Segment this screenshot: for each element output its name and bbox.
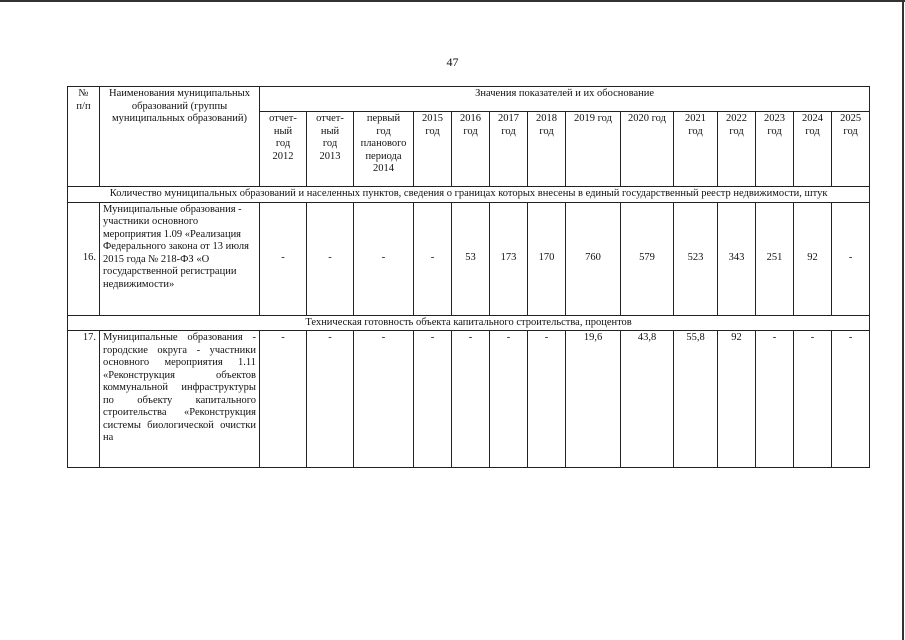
page-frame-top-border [0,0,905,2]
row-value: - [414,202,452,315]
row-value: 92 [794,202,832,315]
row-value: 579 [621,202,674,315]
table-row [68,202,870,315]
row-value: 43,8 [621,331,674,468]
row-value: - [528,331,566,468]
row-value: - [260,202,307,315]
row-value: 251 [756,202,794,315]
row-value: 170 [528,202,566,315]
row-value: - [832,202,870,315]
header-year-label: 2016 год [460,113,481,137]
header-name-label: Наименования муниципальных образований (группы муниципальных образований) [109,88,250,124]
row-number: 16. [68,202,100,315]
row-name: Муниципальные образования - городские округа - участники основного мероприятия 1.11 «Реконструкция объектов коммунальной инфраструктуры по объекту капитального строительства «Реконструкция системы биологической очистки на [100,331,260,468]
page-number: 47 [446,55,459,69]
header-num-col [68,87,100,187]
header-name-col [100,87,260,187]
row-value: - [756,331,794,468]
row-number: 17. [68,331,100,468]
header-year-cell [354,112,414,187]
indicators-table [67,86,870,468]
header-year-label: 2017 год [498,113,519,137]
header-year-label: 2022 год [726,113,747,137]
header-values-title-label: Значения показателей и их обоснование [475,88,655,99]
header-year-cell [621,112,674,187]
row-value: - [260,331,307,468]
row-value: - [354,331,414,468]
header-row-top [68,87,870,112]
page-frame-right-border [902,0,904,640]
header-year-cell [490,112,528,187]
header-year-label: 2023 год [764,113,785,137]
row-name: Муниципальные образования - участники основного мероприятия 1.09 «Реализация Федерального закона от 13 июля 2015 года № 218-ФЗ «О государственной регистрации недвижимости» [100,202,260,315]
row-value: - [490,331,528,468]
section-title: Количество муниципальных образований и населенных пунктов, сведения о границах которых внесены в единый государственный реестр недвижимости, штук [68,187,870,203]
header-year-cell [307,112,354,187]
header-year-label: 2015 год [422,113,443,137]
header-year-label: отчет- ный год 2013 [316,113,344,162]
header-year-cell [414,112,452,187]
header-year-cell [528,112,566,187]
header-year-label: 2021 год [685,113,706,137]
header-year-cell [756,112,794,187]
row-value: - [452,331,490,468]
row-value: 523 [674,202,718,315]
header-year-cell [794,112,832,187]
header-year-label: 2020 год [628,113,666,124]
header-year-cell [674,112,718,187]
header-year-cell [566,112,621,187]
header-num-label: № п/п [76,88,91,112]
row-value: - [794,331,832,468]
row-value: - [307,202,354,315]
header-year-cell [718,112,756,187]
header-year-label: 2018 год [536,113,557,137]
row-value: 53 [452,202,490,315]
header-year-label: 2024 год [802,113,823,137]
header-values-title [260,87,870,112]
header-year-label: первый год планового периода 2014 [360,113,407,174]
section-title-row [68,187,870,203]
header-year-label: 2025 год [840,113,862,137]
row-value: - [307,331,354,468]
header-year-cell [260,112,307,187]
row-value: 92 [718,331,756,468]
row-value: - [414,331,452,468]
row-value: 55,8 [674,331,718,468]
row-value: 343 [718,202,756,315]
row-value: 173 [490,202,528,315]
header-year-label: отчет- ный год 2012 [269,113,297,162]
table-row [68,331,870,468]
row-value: 19,6 [566,331,621,468]
row-value: 760 [566,202,621,315]
section-title: Техническая готовность объекта капитального строительства, процентов [68,315,870,331]
row-value: - [832,331,870,468]
header-year-cell [452,112,490,187]
section-title-row [68,315,870,331]
row-value: - [354,202,414,315]
header-year-label: 2019 год [574,113,612,124]
header-year-cell [832,112,870,187]
